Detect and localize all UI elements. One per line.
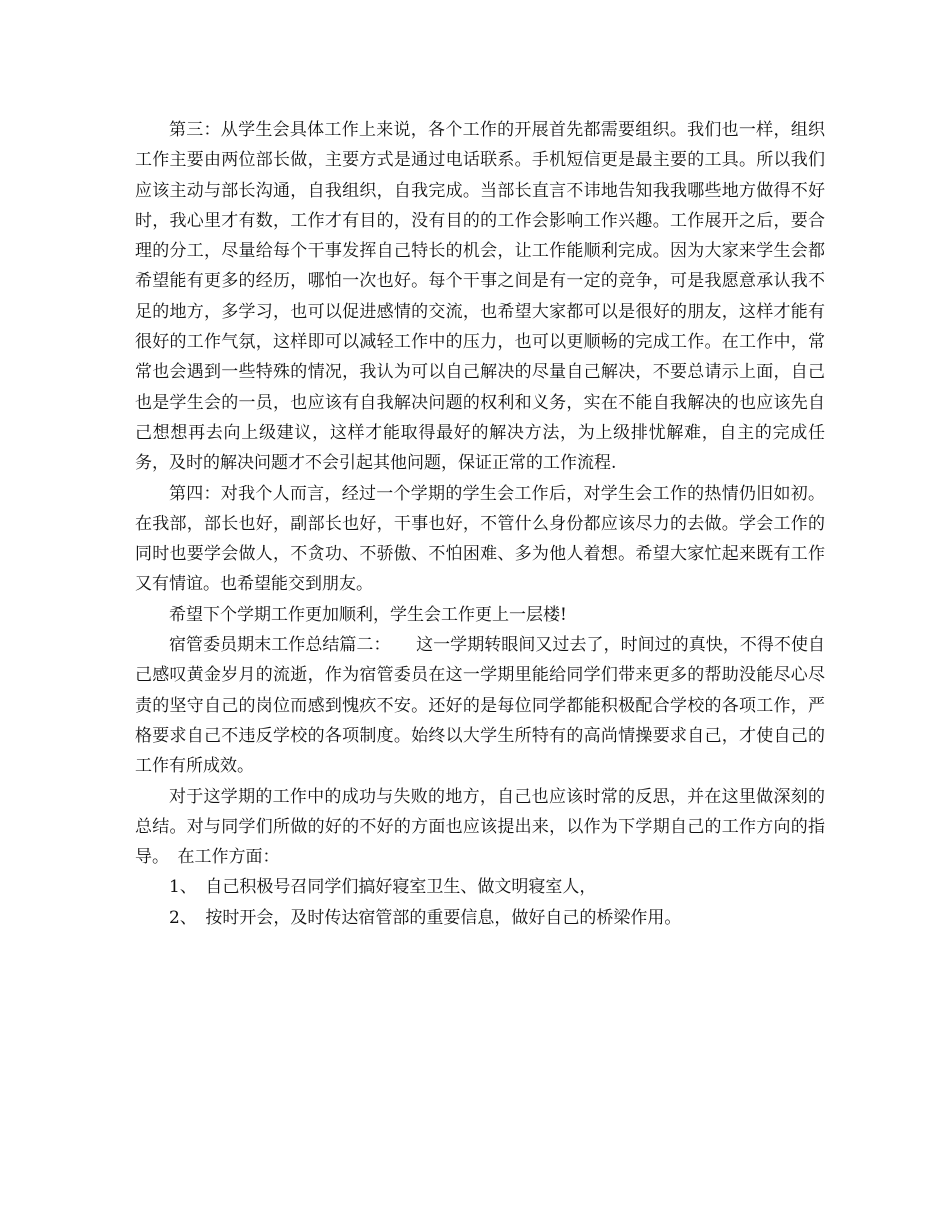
list-item: 2、 按时开会，及时传达宿管部的重要信息，做好自己的桥梁作用。 (169, 907, 682, 928)
paragraph-wish: 希望下个学期工作更加顺利，学生会工作更上一层楼! (169, 604, 567, 625)
paragraph-reflection: 对于这学期的工作中的成功与失败的地方，自己也应该时常的反思，并在这里做深刻的总结。对与同学们所做的好的不好的方面也应该提出来，以作为下学期自己的工作方向的指导。 在工作方面： (135, 786, 825, 868)
document-body (135, 115, 825, 933)
paragraph-third-point: 第三：从学生会具体工作上来说，各个工作的开展首先都需要组织。我们也一样，组织工作主要由两位部长做，主要方式是通过电话联系。手机短信更是最主要的工具。所以我们应该主动与部长沟通，自我组织，自我完成。当部长直言不讳地告知我我哪些地方做得不好时，我心里才有数，工作才有目的，没有目的的工作会影响工作兴趣。工作展开之后，要合理的分工，尽量给每个干事发挥自己特长的机会，让工作能顺利完成。因为大家来学生会都希望能有更多的经历，哪怕一次也好。每个干事之间是有一定的竞争，可是我愿意承认我不足的地方，多学习，也可以促进感情的交流，也希望大家都可以是很好的朋友，这样才能有很好的工作气氛，这样即可以减轻工作中的压力，也可以更顺畅的完成工作。在工作中，常常也会遇到一些特殊的情况，我认为可以自己解决的尽量自己解决，不要总请示上面，自己也是学生会的一员，也应该有自我解决问题的权利和义务，实在不能自我解决的也应该先自己想想再去向上级建议，这样才能取得最好的解决方法，为上级排忧解难，自主的完成任务，及时的解决问题才不会引起其他问题，保证正常的工作流程. (135, 120, 825, 474)
list-item: 1、 自己积极号召同学们搞好寝室卫生、做文明寝室人， (169, 877, 597, 898)
paragraph-dorm-summary-intro: 宿管委员期末工作总结篇二： 这一学期转眼间又过去了，时间过的真快，不得不使自己感叹黄金岁月的流逝，作为宿管委员在这一学期里能给同学们带来更多的帮助没能尽心尽责的坚守自己的岗位而感到愧疚不安。还好的是每位同学都能积极配合学校的各项工作，严格要求自己不违反学校的各项制度。始终以大学生所特有的高尚情操要求自己，才使自己的工作有所成效。 (135, 635, 825, 777)
paragraph-fourth-point: 第四：对我个人而言，经过一个学期的学生会工作后，对学生会工作的热情仍旧如初。在我部，部长也好，副部长也好，干事也好，不管什么身份都应该尽力的去做。学会工作的同时也要学会做人，不贪功、不骄傲、不怕困难、多为他人着想。希望大家忙起来既有工作又有情谊。也希望能交到朋友。 (135, 483, 825, 595)
